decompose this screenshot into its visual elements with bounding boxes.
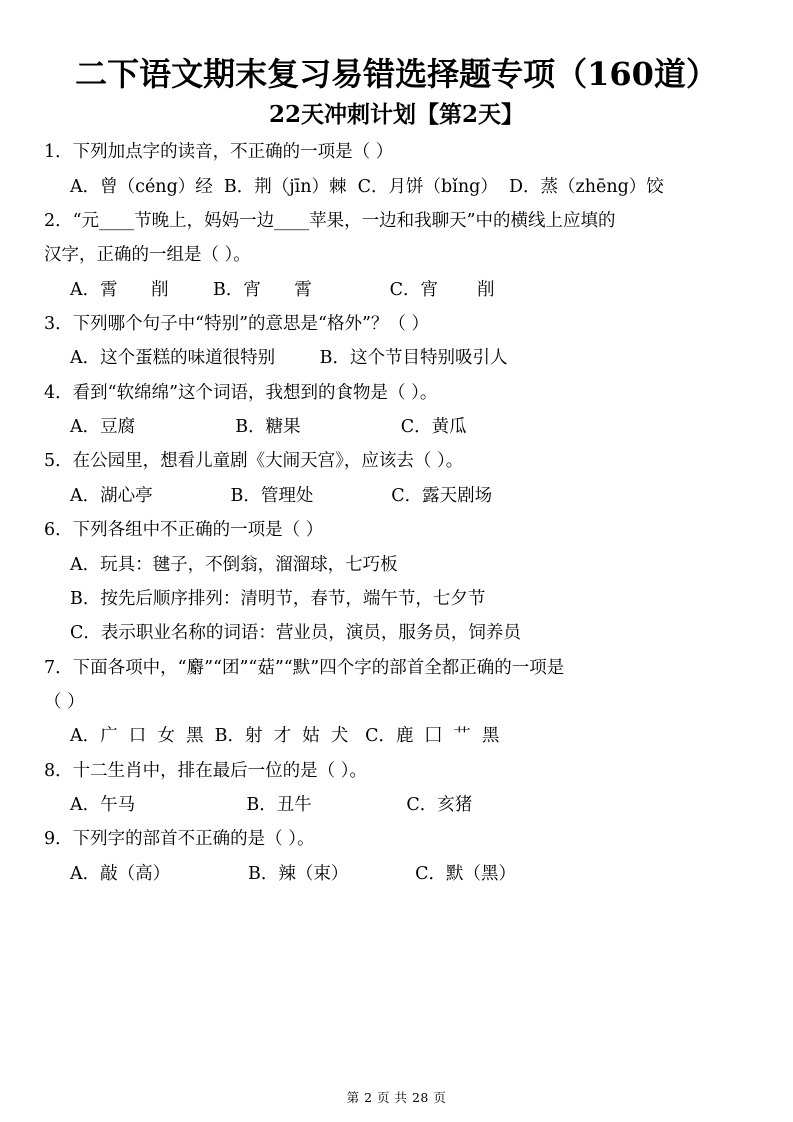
page-subtitle: 22天冲刺计划【第2天】 bbox=[268, 100, 524, 128]
question-options: A．敲（高） B．辣（束） C．默（黑） bbox=[70, 863, 517, 884]
question-stem: 9．下列字的部首不正确的是（ ）。 bbox=[44, 829, 315, 850]
question-options: A．午马 B．丑牛 C．亥猪 bbox=[70, 794, 473, 815]
question-options: A．曾（céng）经 B．荆（jīn）棘 C．月饼（bǐng） D．蒸（zhēng）饺 bbox=[70, 176, 664, 197]
question-item bbox=[44, 138, 749, 201]
question-stem: 3．下列哪个句子中“特别”的意思是“格外”？（ ） bbox=[44, 314, 429, 335]
question-item bbox=[44, 207, 749, 304]
question-options: A．霄 削 B．宵 霄 C．宵 削 bbox=[70, 279, 495, 300]
question-options: A．豆腐 B．糖果 C．黄瓜 bbox=[70, 417, 467, 438]
question-options: A．广 口 女 黑 B．射 才 姑 犬 C．鹿 囗 艹 黑 bbox=[70, 726, 500, 747]
page-title: 二下语文期末复习易错选择题专项（160道） bbox=[75, 55, 718, 93]
question-stem: 1．下列加点字的读音，不正确的一项是（ ） bbox=[44, 142, 394, 163]
question-item bbox=[44, 757, 749, 820]
question-stem: 2．“元____节晚上，妈妈一边____苹果，一边和我聊天”中的横线上应填的 bbox=[44, 211, 616, 232]
question-item bbox=[44, 516, 749, 647]
question-stem: 8．十二生肖中，排在最后一位的是（ ）。 bbox=[44, 760, 367, 781]
question-stem: 4．看到“软绵绵”这个词语，我想到的食物是（ ）。 bbox=[44, 382, 438, 403]
question-options: A．玩具：毽子，不倒翁，溜溜球，七巧板 bbox=[70, 554, 398, 575]
question-item bbox=[44, 310, 749, 373]
question-options: A．这个蛋糕的味道很特别 B．这个节目特别吸引人 bbox=[70, 348, 508, 369]
question-stem: 7．下面各项中，“麝”“团”“菇”“默”四个字的部首全都正确的一项是 bbox=[44, 657, 565, 678]
question-item bbox=[44, 654, 749, 751]
question-item bbox=[44, 447, 749, 510]
question-stem: 6．下列各组中不正确的一项是（ ） bbox=[44, 520, 324, 541]
question-item bbox=[44, 825, 749, 888]
question-options: A．湖心亭 B．管理处 C．露天剧场 bbox=[70, 485, 493, 506]
question-options: B．按先后顺序排列：清明节，春节，端午节，七夕节 bbox=[70, 588, 486, 609]
question-options: C．表示职业名称的词语：营业员，演员，服务员，饲养员 bbox=[70, 623, 521, 644]
page-footer: 第 2 页 共 28 页 bbox=[346, 1090, 447, 1105]
question-stem-continued: （ ） bbox=[44, 691, 85, 712]
question-stem-continued: 汉字，正确的一组是（ ）。 bbox=[44, 245, 251, 266]
question-item bbox=[44, 379, 749, 442]
question-stem: 5．在公园里，想看儿童剧《大闹天宫》，应该去（ ）。 bbox=[44, 451, 464, 472]
